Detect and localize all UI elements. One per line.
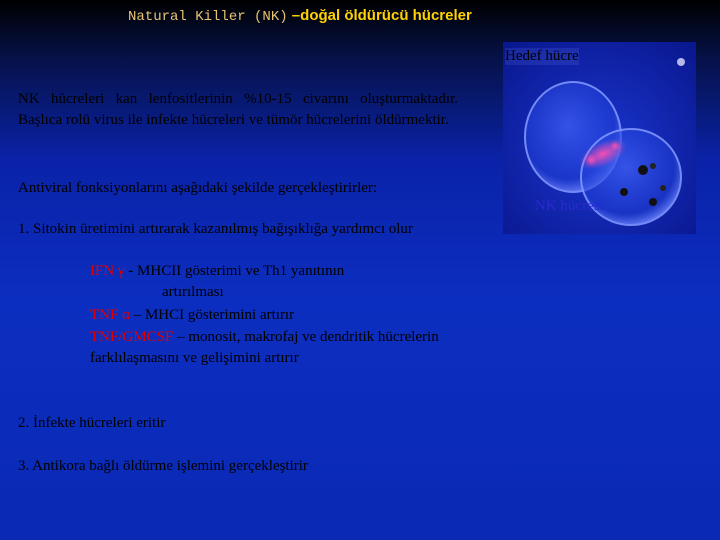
tnf-alpha-line [90, 305, 450, 326]
tnf-alpha-desc: – MHCI gösterimini artırır [129, 307, 295, 323]
item-adcc: 3. Antikora bağlı öldürme işlemini gerçekleştirir [18, 458, 308, 474]
slide-title [128, 6, 472, 27]
ifn-gamma-line [90, 261, 450, 303]
tnf-gmcsf-line [90, 327, 450, 369]
item-lyse: 2. İnfekte hücreleri eritir [18, 415, 166, 431]
target-cell-label: Hedef hücre [505, 48, 579, 64]
ifn-gamma-label: IFN γ [90, 263, 125, 279]
item-cytokine: 1. Sitokin üretimini artırarak kazanılmış bağışıklığa yardımcı olur [18, 221, 413, 237]
nk-cell-label: NK hücresi [535, 198, 604, 214]
title-turkish: –doğal öldürücü hücreler [287, 7, 472, 24]
ifn-gamma-desc-2: artırılması [162, 284, 224, 300]
title-english: Natural Killer (NK) [128, 9, 288, 25]
ifn-gamma-desc: - MHCII gösterimi ve Th1 yanıtının [124, 263, 345, 279]
tnf-alpha-label: TNF α [90, 307, 130, 323]
antiviral-heading: Antiviral fonksiyonlarını aşağıdaki şekilde gerçekleştirirler: [18, 180, 378, 196]
intro-paragraph: NK hücreleri kan lenfositlerinin %10-15 civarını oluşturmaktadır. Başlıca rolü virus ile infekte hücreleri ve tümör hücrelerini öldürmektir. [18, 91, 458, 128]
tnf-gmcsf-desc: – monosit, makrofaj ve dendritik hücrelerin farklılaşmasını ve gelişimini artırır [90, 329, 439, 366]
tnf-gmcsf-label: TNF/GMCSF [90, 329, 174, 345]
